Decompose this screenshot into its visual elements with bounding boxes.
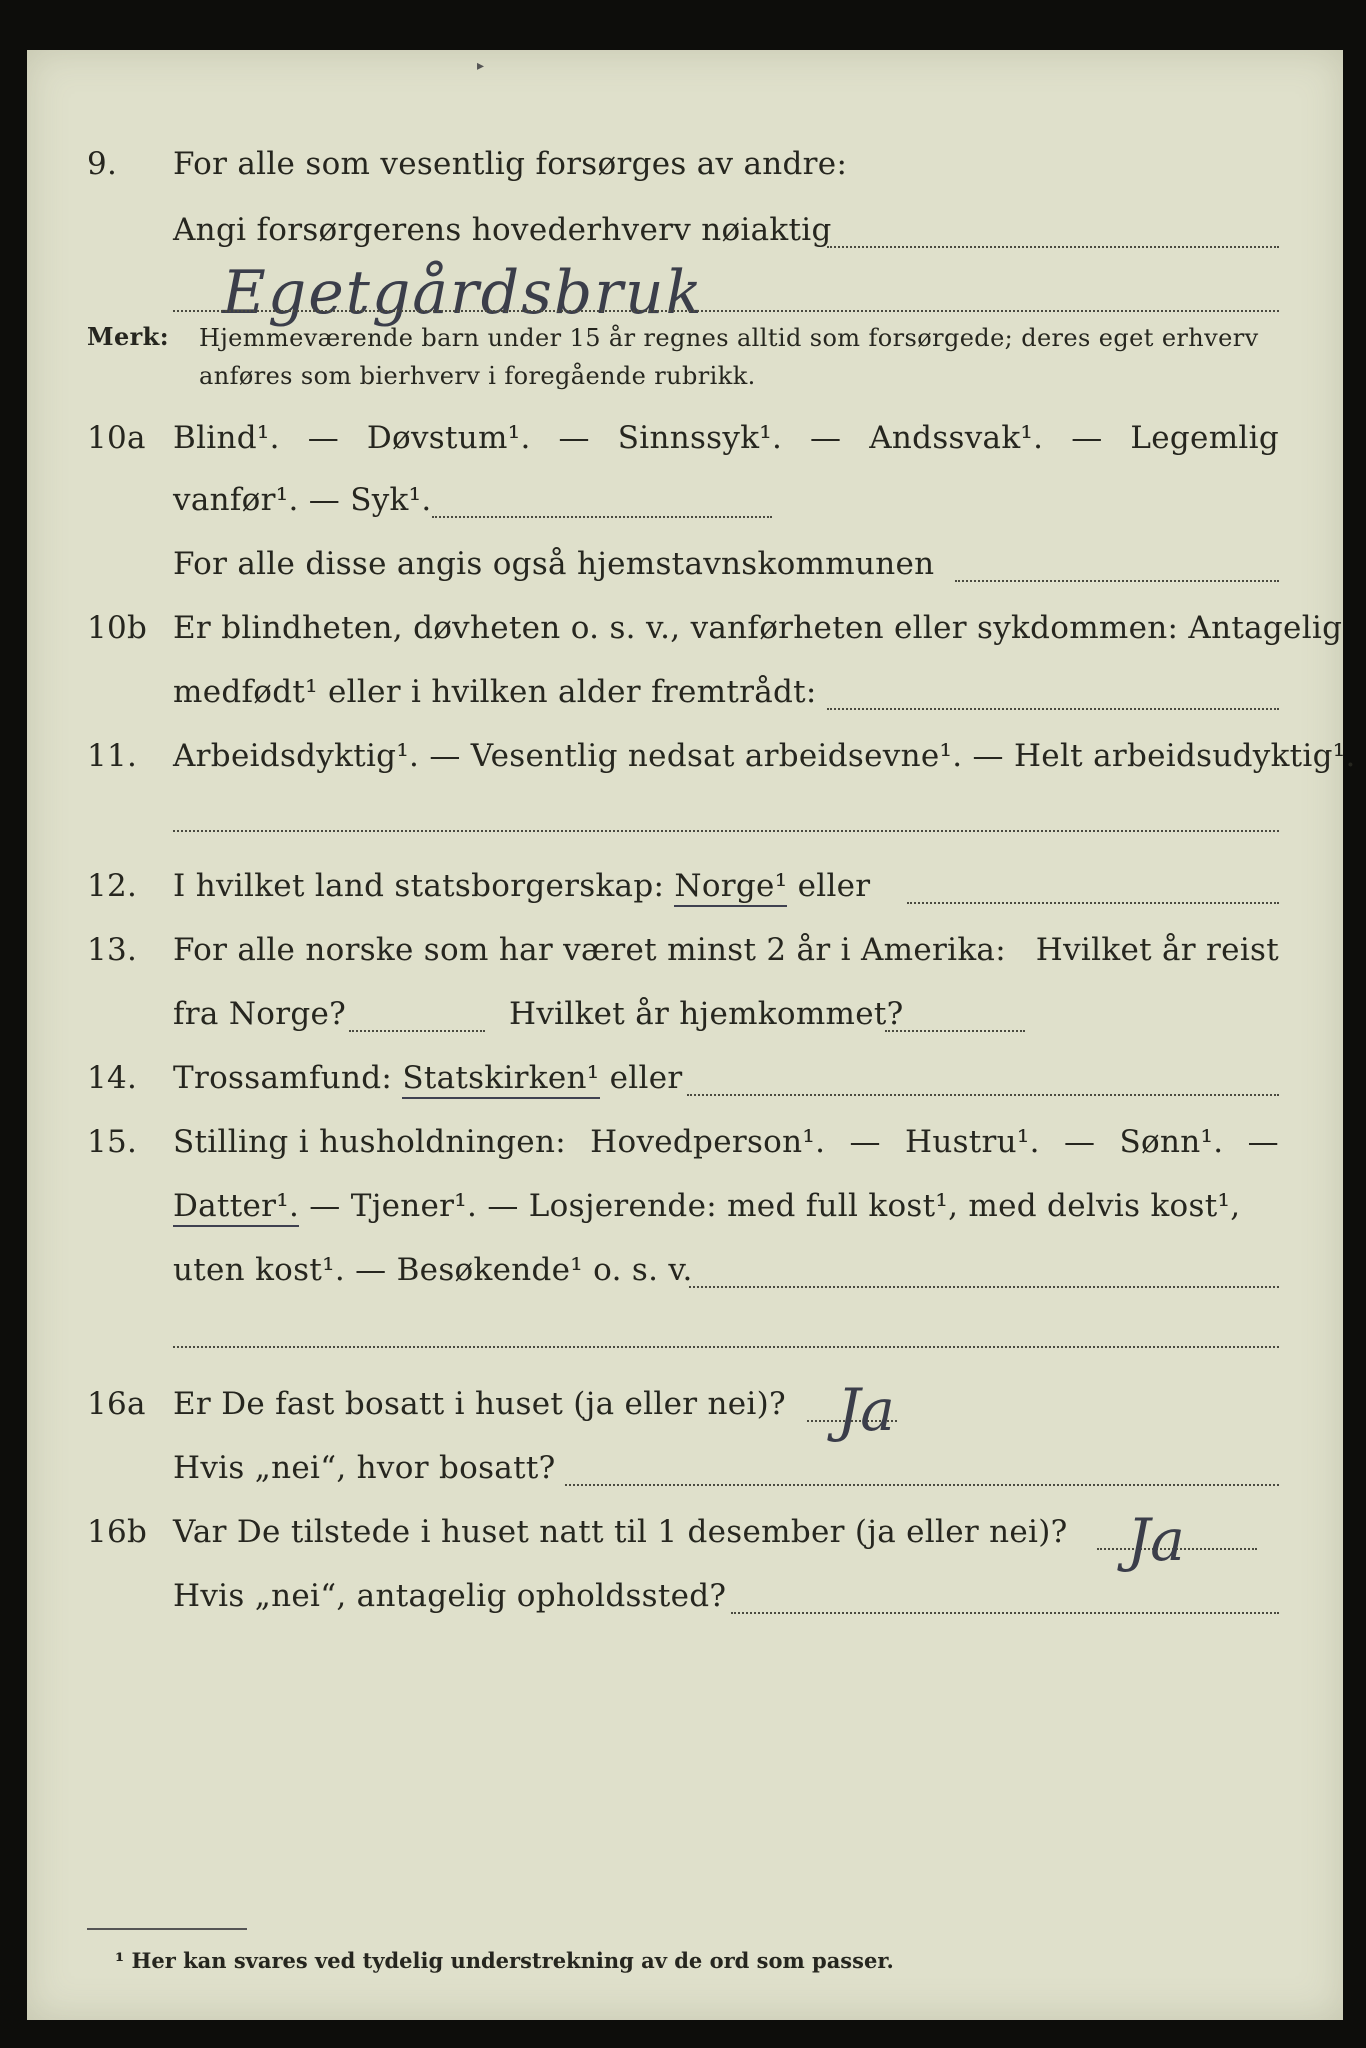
term: Døvstum¹.: [366, 420, 531, 456]
form-page: [27, 50, 1356, 2020]
question-text: Hvis „nei“, hvor bosatt?: [173, 1450, 556, 1486]
answer-line: [349, 1030, 485, 1032]
term: Hustru¹.: [904, 1124, 1040, 1160]
answer-line: [689, 1286, 1279, 1288]
answer-line: [173, 310, 1279, 312]
question-text-part: For alle norske som har været minst 2 år i Amerika:: [173, 932, 1006, 968]
answer-line: [173, 1346, 1279, 1348]
question-number: 15.: [87, 1124, 138, 1160]
question-number: 12.: [87, 868, 138, 904]
answer-line: [955, 580, 1279, 582]
term: Andssvak¹.: [869, 420, 1044, 456]
question-text: fra Norge?: [173, 996, 347, 1032]
question-text-part: Hvilket år reist: [1035, 932, 1279, 968]
question-text: Er De fast bosatt i huset (ja eller nei)?: [173, 1386, 786, 1422]
handwritten-answer: Egetgårdsbruk: [222, 258, 704, 328]
dash: —: [558, 420, 590, 456]
question-prefix: I hvilket land statsborgerskap:: [173, 868, 665, 904]
question-text: [173, 420, 1279, 456]
underlined-answer: Norge¹: [674, 868, 787, 907]
question-text-part: — Tjener¹. — Losjerende: med full kost¹, med delvis kost¹,: [309, 1188, 1241, 1224]
question-number: 16a: [87, 1386, 146, 1422]
question-suffix: eller: [797, 868, 871, 904]
question-text: [173, 1060, 683, 1096]
question-text: [173, 1188, 1240, 1224]
question-prefix: Trossamfund:: [173, 1060, 393, 1096]
answer-line: [687, 1094, 1279, 1096]
question-text: Angi forsørgerens hovederhverv nøiaktig: [173, 212, 832, 248]
answer-line: [731, 1612, 1279, 1614]
answer-line: [827, 246, 1279, 248]
handwritten-answer: Ja: [1127, 1506, 1185, 1574]
question-number: 10a: [87, 420, 146, 456]
dash: —: [1247, 1124, 1279, 1160]
question-text: vanfør¹. — Syk¹.: [173, 482, 432, 518]
footnote: ¹ Her kan svares ved tydelig understrekning av de ord som passer.: [115, 1948, 894, 1973]
question-number: 16b: [87, 1514, 148, 1550]
question-text: Hvilket år hjemkommet?: [509, 996, 904, 1032]
question-text: uten kost¹. — Besøkende¹ o. s. v.: [173, 1252, 693, 1288]
question-number: 13.: [87, 932, 138, 968]
question-number: 11.: [87, 738, 138, 774]
question-text: Er blindheten, døvheten o. s. v., vanførheten eller sykdommen: Antagelig: [173, 610, 1343, 646]
question-text: [173, 932, 1279, 968]
dash: —: [307, 420, 339, 456]
merk-text-line2: anføres som bierhverv i foregående rubrikk.: [199, 362, 756, 390]
question-text: Var De tilstede i huset natt til 1 desember (ja eller nei)?: [173, 1514, 1068, 1550]
question-text: [173, 868, 870, 904]
question-number: 10b: [87, 610, 148, 646]
term: Blind¹.: [173, 420, 280, 456]
question-suffix: eller: [609, 1060, 683, 1096]
term: Hovedperson¹.: [590, 1124, 826, 1160]
merk-text-line1: Hjemmeværende barn under 15 år regnes alltid som forsørgede; deres eget erhverv: [199, 324, 1259, 352]
underlined-answer: Statskirken¹: [402, 1060, 599, 1099]
question-text: Arbeidsdyktig¹. — Vesentlig nedsat arbeidsevne¹. — Helt arbeidsudyktig¹.: [173, 738, 1356, 774]
term: Legemlig: [1130, 420, 1279, 456]
dash: —: [849, 1124, 881, 1160]
footnote-rule: [87, 1928, 247, 1930]
dash: —: [810, 420, 842, 456]
question-text: Hvis „nei“, antagelig opholdssted?: [173, 1578, 727, 1614]
answer-line: [173, 830, 1279, 832]
question-text: [173, 1124, 1279, 1160]
dash: —: [1071, 420, 1103, 456]
term: Sinnssyk¹.: [617, 420, 783, 456]
answer-line: [885, 1030, 1025, 1032]
underlined-answer: Datter¹.: [173, 1188, 299, 1227]
handwritten-answer: Ja: [837, 1376, 895, 1444]
question-number: 14.: [87, 1060, 138, 1096]
question-text: For alle disse angis også hjemstavnskommunen: [173, 546, 935, 582]
term: Stilling i husholdningen:: [173, 1124, 566, 1160]
merk-label: Merk:: [87, 322, 169, 351]
answer-line: [907, 902, 1279, 904]
answer-line: [827, 708, 1279, 710]
question-text: medfødt¹ eller i hvilken alder fremtrådt:: [173, 674, 817, 710]
answer-line: [432, 516, 772, 518]
answer-line: [565, 1484, 1279, 1486]
term: Sønn¹.: [1119, 1124, 1224, 1160]
question-text: For alle som vesentlig forsørges av andre:: [173, 146, 848, 182]
corner-mark: ▸: [477, 58, 485, 74]
dash: —: [1064, 1124, 1096, 1160]
question-number: 9.: [87, 146, 118, 182]
